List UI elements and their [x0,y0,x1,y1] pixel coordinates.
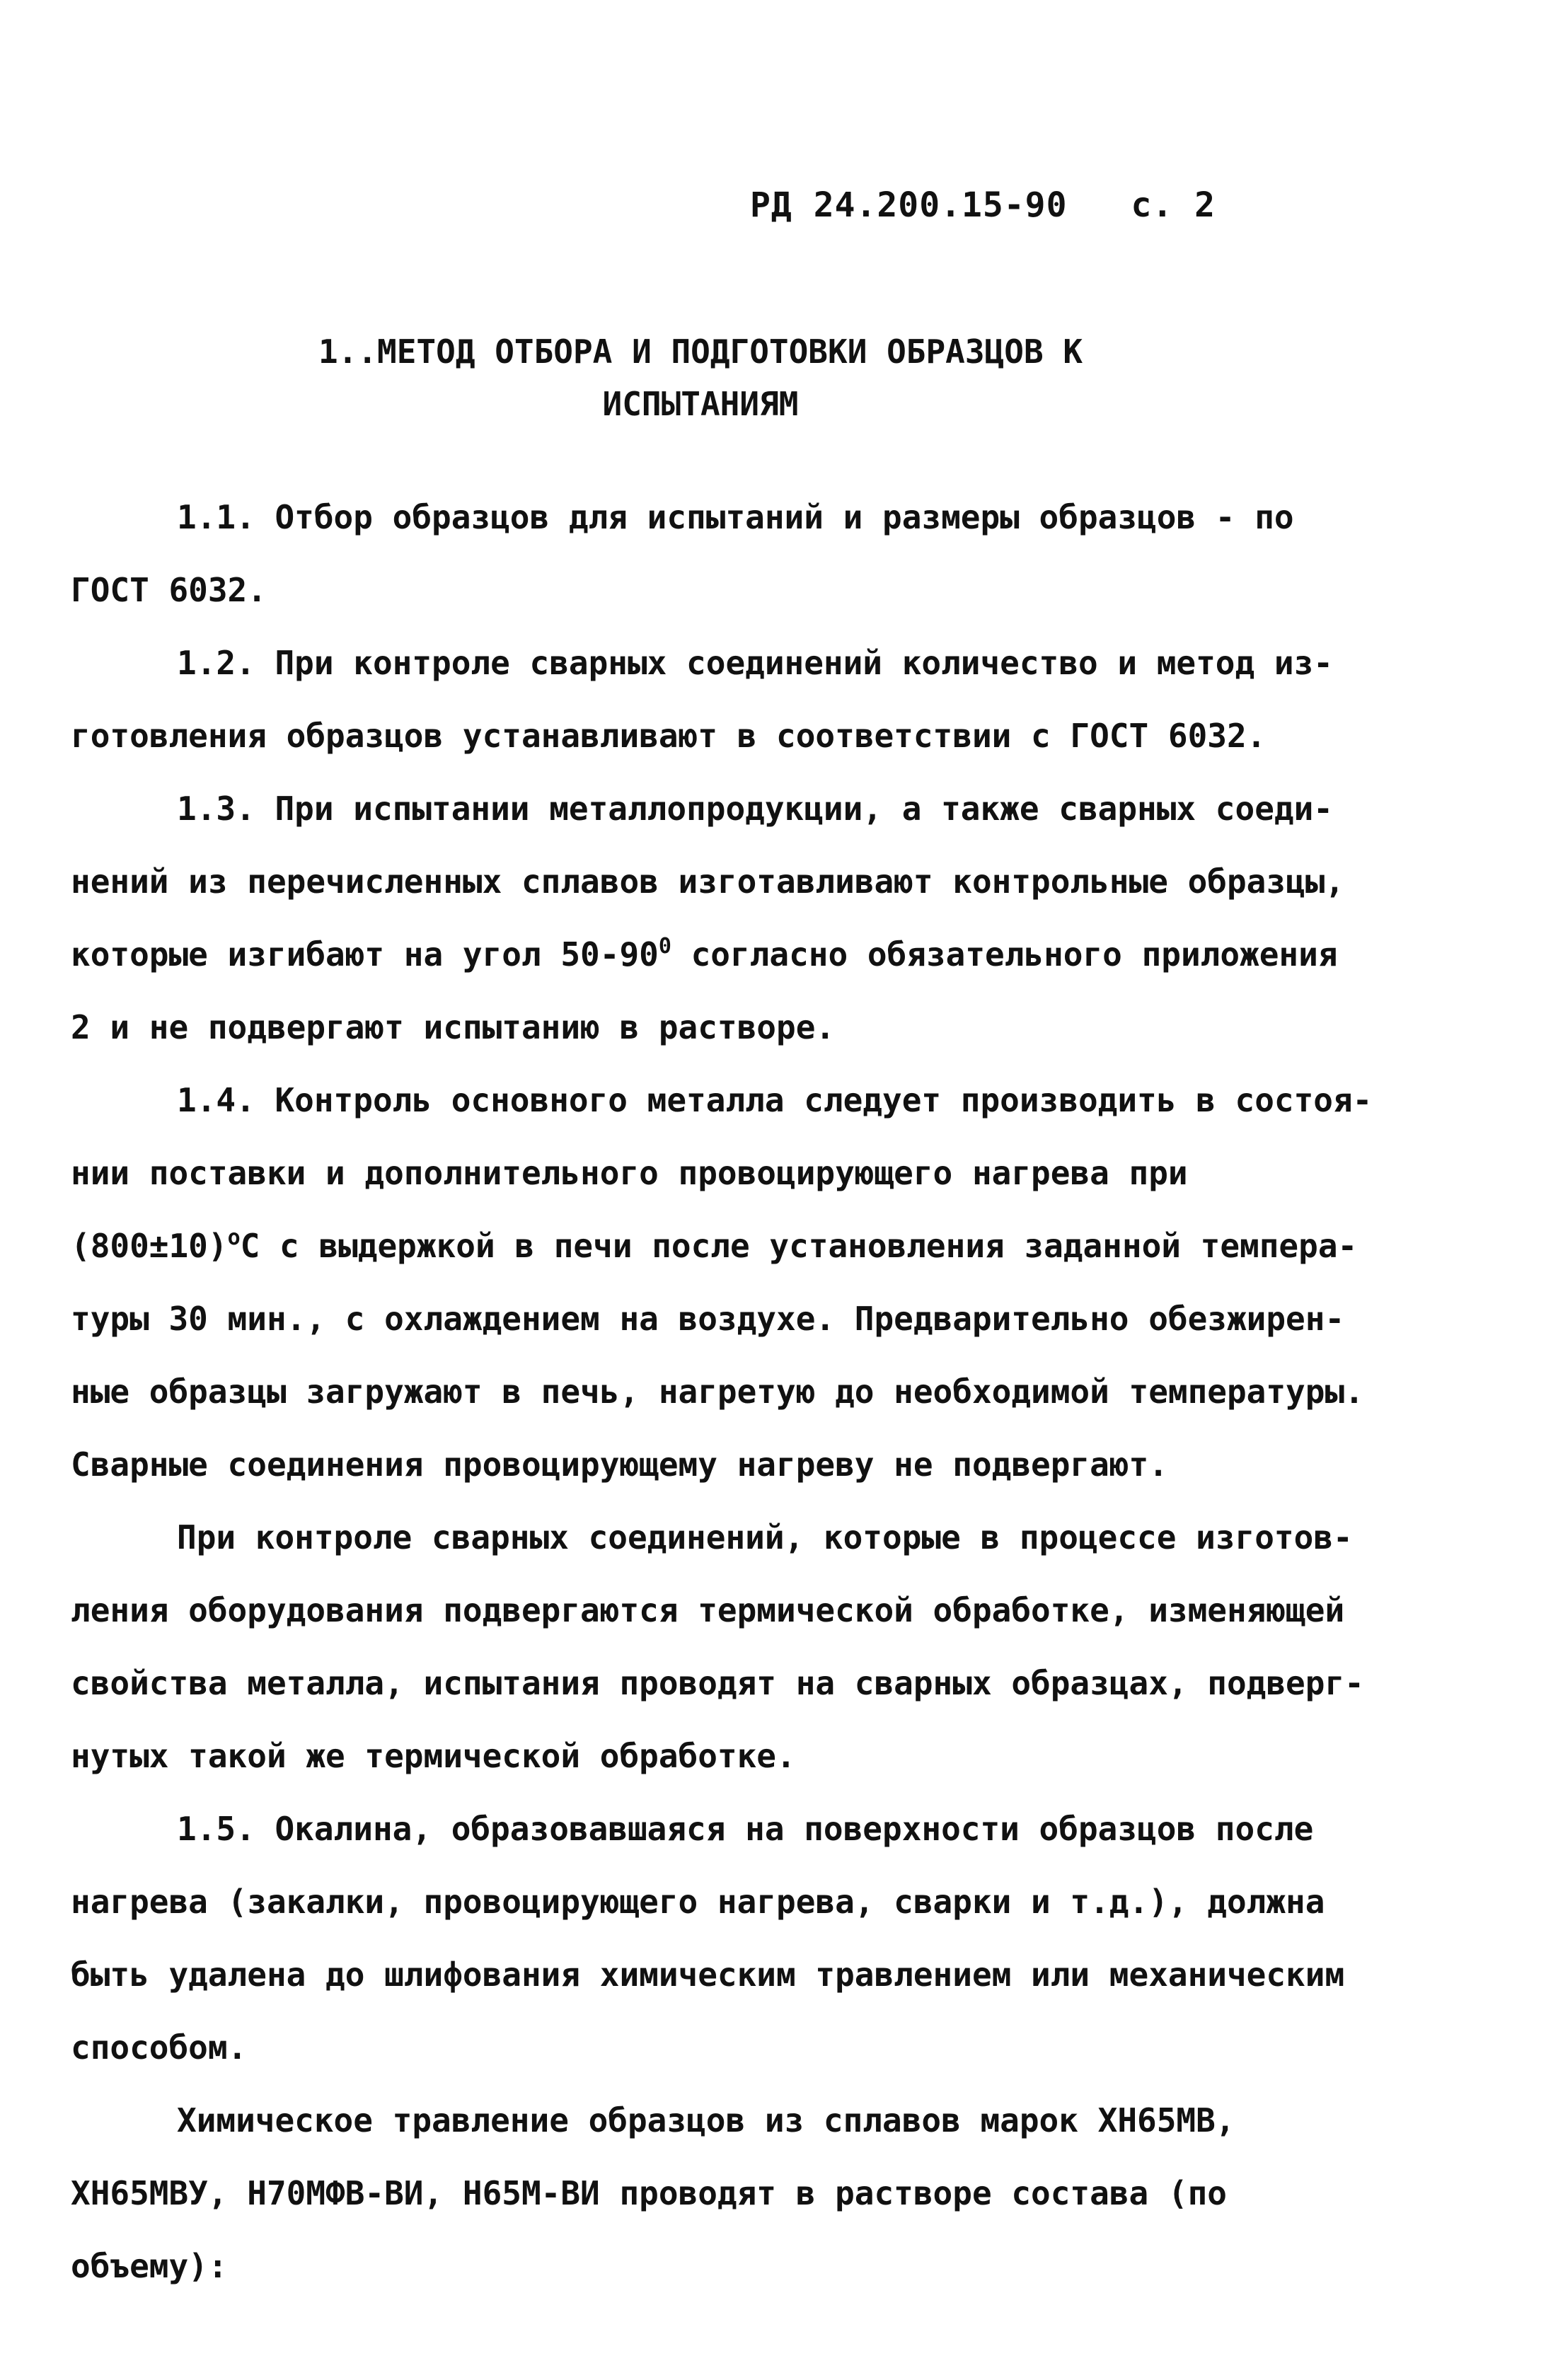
text-line: нений из перечисленных сплавов изготавливают контрольные образцы, [71,862,1345,901]
section-title-line2: ИСПЫТАНИЯМ [602,385,799,423]
text-fragment: С с выдержкой в печи после установления заданной темпера- [240,1227,1358,1265]
text-fragment: согласно обязательного приложения [671,935,1338,974]
page-number: с. 2 [1131,185,1216,225]
text-line: Химическое травление образцов из сплавов марок ХН65МВ, [177,2101,1235,2139]
superscript-degree: о [227,1225,241,1250]
paragraph-1-2 [71,627,1479,773]
paragraph-1-4 [71,1064,1479,1501]
document-code: РД 24.200.15-90 [750,185,1068,225]
text-line: объему): [71,2247,228,2285]
text-line: способом. [71,2028,248,2067]
text-line: туры 30 мин., с охлаждением на воздухе. Предварительно обезжирен- [71,1300,1345,1338]
section-title-line1: 1..МЕТОД ОТБОРА И ПОДГОТОВКИ ОБРАЗЦОВ К [318,333,1083,371]
text-line: При контроле сварных соединений, которые в процессе изготов- [177,1518,1353,1556]
text-line: 1.5. Окалина, образовавшаяся на поверхности образцов после [177,1810,1314,1848]
text-line: быть удалена до шлифования химическим травлением или механическим [71,1956,1345,1994]
text-line [71,1210,1479,1283]
text-line: свойства металла, испытания проводят на сварных образцах, подверг- [71,1664,1364,1702]
paragraph-1-1 [71,481,1479,627]
text-fragment: (800±10) [71,1227,228,1265]
text-line [71,918,1479,991]
text-line: нутых такой же термической обработке. [71,1737,796,1775]
text-line: 1.3. При испытании металлопродукции, а также сварных соеди- [177,790,1333,828]
text-line: 1.2. При контроле сварных соединений количество и метод из- [177,644,1333,682]
text-line: Сварные соединения провоцирующему нагреву не подвергают. [71,1445,1168,1484]
text-line: ления оборудования подвергаются термической обработке, изменяющей [71,1591,1345,1629]
superscript-degree: 0 [658,934,671,959]
text-line: ные образцы загружают в печь, нагретую до необходимой температуры. [71,1373,1364,1411]
text-fragment: которые изгибают на угол 50-90 [71,935,659,974]
text-line: нии поставки и дополнительного провоцирующего нагрева при [71,1154,1188,1192]
page-header [750,185,1216,225]
body-text [71,481,1479,2303]
paragraph-1-3 [71,773,1479,1064]
paragraph-1-4-continued [71,1501,1479,1793]
paragraph-1-5 [71,1793,1479,2084]
text-line: ГОСТ 6032. [71,571,267,609]
text-line: 1.1. Отбор образцов для испытаний и размеры образцов - по [177,498,1294,536]
text-line: готовления образцов устанавливают в соответствии с ГОСТ 6032. [71,717,1267,755]
section-title [241,325,1160,430]
text-line: ХН65МВУ, Н70МФВ-ВИ, Н65М-ВИ проводят в растворе состава (по [71,2174,1227,2212]
text-line: нагрева (закалки, провоцирующего нагрева, сварки и т.д.), должна [71,1883,1325,1921]
text-line: 2 и не подвергают испытанию в растворе. [71,1008,836,1046]
text-line: 1.4. Контроль основного металла следует производить в состоя- [177,1081,1373,1119]
paragraph-1-5-continued [71,2084,1479,2303]
